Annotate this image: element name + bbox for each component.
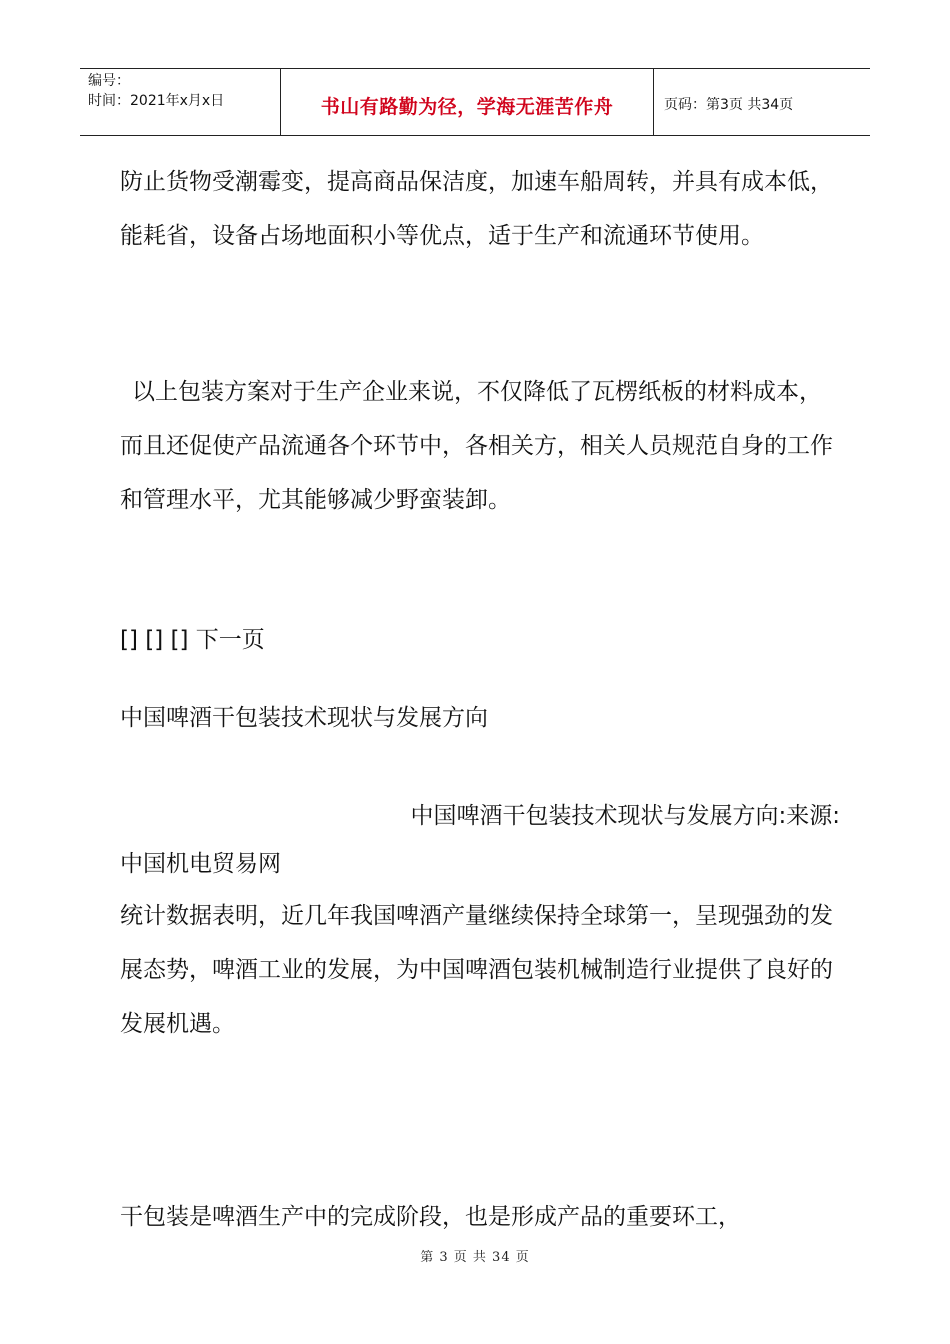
header-page-cell — [654, 69, 870, 135]
paragraph-3: 统计数据表明，近几年我国啤酒产量继续保持全球第一，呈现强劲的发展态势，啤酒工业的发展，为中国啤酒包装机械制造行业提供了良好的发展机遇。 — [120, 903, 833, 1037]
header-motto-cell — [281, 69, 654, 135]
paragraph-3-block — [120, 889, 840, 1051]
nav-block — [120, 613, 840, 667]
paragraph-1: 防止货物受潮霉变，提高商品保洁度，加速车船周转，并具有成本低，能耗省，设备占场地面积小等优点，适于生产和流通环节使用。 — [120, 169, 833, 249]
paragraph-1-block — [120, 155, 840, 263]
page-info: 页码：第3页 共34页 — [664, 97, 794, 113]
source-block — [120, 788, 840, 886]
document-header — [80, 68, 870, 136]
time-label: 时间：2021年x月x日 — [88, 93, 225, 109]
header-meta-cell — [80, 69, 281, 135]
code-label: 编号： — [88, 73, 130, 89]
motto-text: 书山有路勤为径，学海无涯苦作舟 — [320, 95, 614, 118]
source-line-1: 中国啤酒干包装技术现状与发展方向:来源: — [410, 803, 840, 829]
source-line-2: 中国机电贸易网 — [120, 851, 281, 877]
paragraph-2: 以上包装方案对于生产企业来说，不仅降低了瓦楞纸板的材料成本，而且还促使产品流通各个环节中，各相关方，相关人员规范自身的工作和管理水平，尤其能够减少野蛮装卸。 — [120, 379, 833, 513]
article-title: 中国啤酒干包装技术现状与发展方向 — [120, 705, 488, 731]
title-block — [120, 691, 840, 745]
next-page-link[interactable]: [] [] [] 下一页 — [120, 627, 265, 653]
paragraph-4-block — [120, 1190, 840, 1244]
page-footer: 第 3 页 共 34 页 — [420, 1250, 530, 1265]
paragraph-4: 干包装是啤酒生产中的完成阶段，也是形成产品的重要环工， — [120, 1204, 741, 1230]
paragraph-2-block — [120, 365, 840, 527]
